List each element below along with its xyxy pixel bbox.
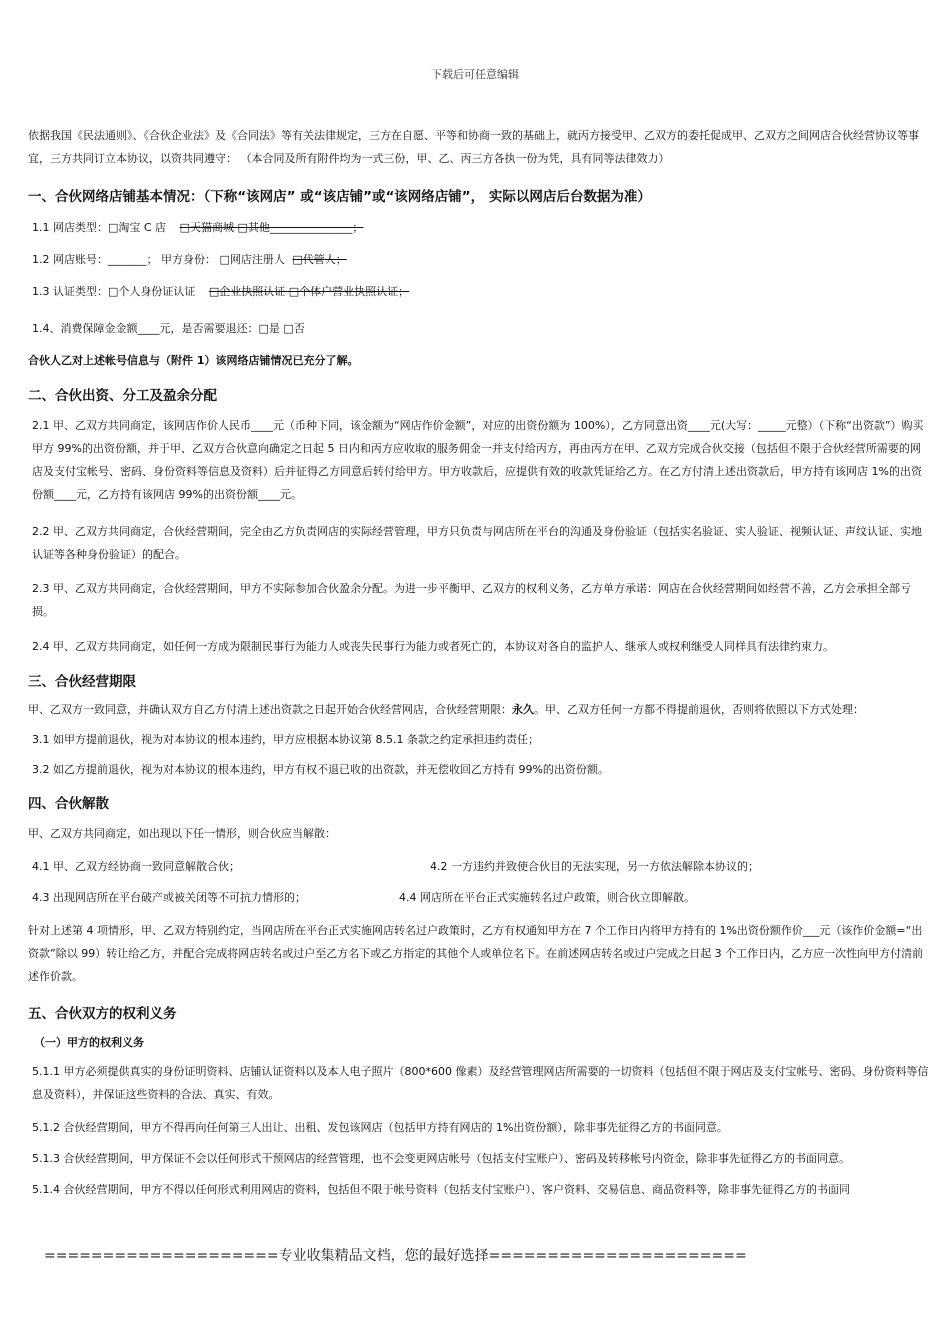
item-1-1 xyxy=(32,216,363,239)
section-4-title: 四、合伙解散 xyxy=(28,796,109,812)
section-3-term: 永久 xyxy=(512,703,534,716)
section-3-paragraph xyxy=(28,698,864,721)
item-1-3-struck: □企业执照认证 □个体户营业执照认证； xyxy=(208,285,410,298)
item-5-1-4: 5.1.4 合伙经营期间，甲方不得以任何形式利用网店的资料，包括但不限于帐号资料（包括支付宝账户）、客户资料、交易信息、商品资料等，除非事先征得乙方的书面同 xyxy=(32,1183,850,1196)
item-1-2-text: 1.2 网店账号：_______； 甲方身份： □网店注册人 xyxy=(32,253,285,266)
item-3-2: 3.2 如乙方提前退伙，视为对本协议的根本违约，甲方有权不退已收的出资款，并无偿收回乙方持有 99%的出资份额。 xyxy=(32,763,609,776)
item-1-1-text: 1.1 网店类型：□淘宝 C 店 xyxy=(32,221,167,234)
item-2-3: 2.3 甲、乙双方共同商定，合伙经营期间，甲方不实际参加合伙盈余分配。为进一步平衡甲、乙双方的权利义务，乙方单方承诺：网店在合伙经营期间如经营不善，乙方会承担全部亏损。 xyxy=(32,582,911,618)
item-5-1-1: 5.1.1 甲方必须提供真实的身份证明资料、店铺认证资料以及本人电子照片（800*600 像素）及经营管理网店所需要的一切资料（包括但不限于网店及支付宝帐号、密码、身份资料等信息及资料），并保证这些资料的合法、真实、有效。 xyxy=(32,1065,929,1101)
section-5-subtitle: （一）甲方的权利义务 xyxy=(34,1036,144,1049)
section-3-text-b: 。甲、乙双方任何一方都不得提前退伙，否则将依照以下方式处理： xyxy=(534,703,864,716)
section-5-title: 五、合伙双方的权利义务 xyxy=(28,1006,177,1022)
section-4-closing: 针对上述第 4 项情形，甲、乙双方特别约定，当网店所在平台正式实施网店转名过户政策时，乙方有权通知甲方在 7 个工作日内将甲方持有的 1%出资份额作价___元（该作价金额=“出资款”除以 99）转让给乙方，并配合完成将网店转名或过户至乙方名下或乙方指定的其他个人或单位名下。在前述网店转名或过户完成之日起 3 个工作日内，乙方应一次性向甲方付清前述作价款。 xyxy=(28,924,924,983)
section-2-title: 二、合伙出资、分工及盈余分配 xyxy=(28,388,217,404)
page-footer: ====================专业收集精品文档，您的最好选择====================== xyxy=(44,1248,747,1264)
item-4-1: 4.1 甲、乙双方经协商一致同意解散合伙； xyxy=(32,860,240,873)
page-header: 下载后可任意编辑 xyxy=(431,68,519,81)
section-1-title: 一、合伙网络店铺基本情况：（下称“该网店” 或“该店铺”或“该网络店铺”， 实际以网店后台数据为准） xyxy=(28,189,651,205)
item-1-1-struck: □天猫商城 □其他_______________； xyxy=(179,221,364,234)
item-4-4: 4.4 网店所在平台正式实施转名过户政策，则合伙立即解散。 xyxy=(399,891,695,904)
item-4-3: 4.3 出现网店所在平台破产或被关闭等不可抗力情形的； xyxy=(32,891,306,904)
section-3-title: 三、合伙经营期限 xyxy=(28,674,136,690)
section-1-note: 合伙人乙对上述帐号信息与（附件 1）该网络店铺情况已充分了解。 xyxy=(28,354,359,367)
item-1-4: 1.4、消费保障金金额____元，是否需要退还：□是 □否 xyxy=(32,322,305,335)
item-2-4: 2.4 甲、乙双方共同商定，如任何一方成为限制民事行为能力人或丧失民事行为能力或者死亡的，本协议对各自的监护人、继承人或权利继受人同样具有法律约束力。 xyxy=(32,640,834,653)
item-5-1-2: 5.1.2 合伙经营期间，甲方不得再向任何第三人出让、出租、发包该网店（包括甲方持有网店的 1%出资份额），除非事先征得乙方的书面同意。 xyxy=(32,1121,728,1134)
item-5-1-3: 5.1.3 合伙经营期间，甲方保证不会以任何形式干预网店的经营管理，也不会变更网店帐号（包括支付宝账户）、密码及转移帐号内资金，除非事先征得乙方的书面同意。 xyxy=(32,1152,850,1165)
item-4-2: 4.2 一方违约并致使合伙目的无法实现，另一方依法解除本协议的； xyxy=(430,860,759,873)
item-1-2-struck: □代管人； xyxy=(292,253,347,266)
item-1-3-text: 1.3 认证类型：□个人身份证认证 xyxy=(32,285,196,298)
section-4-intro: 甲、乙双方共同商定，如出现以下任一情形，则合伙应当解散： xyxy=(28,827,336,840)
item-1-2 xyxy=(32,248,347,271)
section-3-text-a: 甲、乙双方一致同意，并确认双方自乙方付清上述出资款之日起开始合伙经营网店，合伙经营期限： xyxy=(28,703,512,716)
item-2-1: 2.1 甲、乙双方共同商定，该网店作价人民币____元（币种下同，该金额为“网店作价金额”，对应的出资份额为 100%），乙方同意出资____元(大写：_____元整）（下称“出资款”）购买甲方 99%的出资份额，并于甲、乙双方合伙意向确定之日起 5 日内和丙方应收取的服务佣金一并支付给丙方，再由丙方在甲、乙双方完成合伙交接（包括但不限于合伙经营所需要的网店及支付宝帐号、密码、身份资料等信息及资料）后并征得乙方同意后转付给甲方。甲方收款后，应提供有效的收款凭证给乙方。在乙方付清上述出资款后，甲方持有该网店 1%的出资份额____元，乙方持有该网店 99%的出资份额____元。 xyxy=(32,419,924,501)
item-1-3 xyxy=(32,280,409,303)
item-3-1: 3.1 如甲方提前退伙，视为对本协议的根本违约，甲方应根据本协议第 8.5.1 条款之约定承担违约责任； xyxy=(32,733,539,746)
intro-paragraph: 依据我国《民法通则》、《合伙企业法》及《合同法》等有关法律规定，三方在自愿、平等和协商一致的基础上，就丙方接受甲、乙双方的委托促成甲、乙双方之间网店合伙经营协议等事宜，三方共同订立本协议，以资共同遵守： （本合同及所有附件均为一式三份，甲、乙、丙三方各执一份为凭，具有同等法律效力） xyxy=(28,129,919,165)
item-2-2: 2.2 甲、乙双方共同商定，合伙经营期间，完全由乙方负责网店的实际经营管理，甲方只负责与网店所在平台的沟通及身份验证（包括实名验证、实人验证、视频认证、声纹认证、实地认证等各种身份验证）的配合。 xyxy=(32,525,922,561)
